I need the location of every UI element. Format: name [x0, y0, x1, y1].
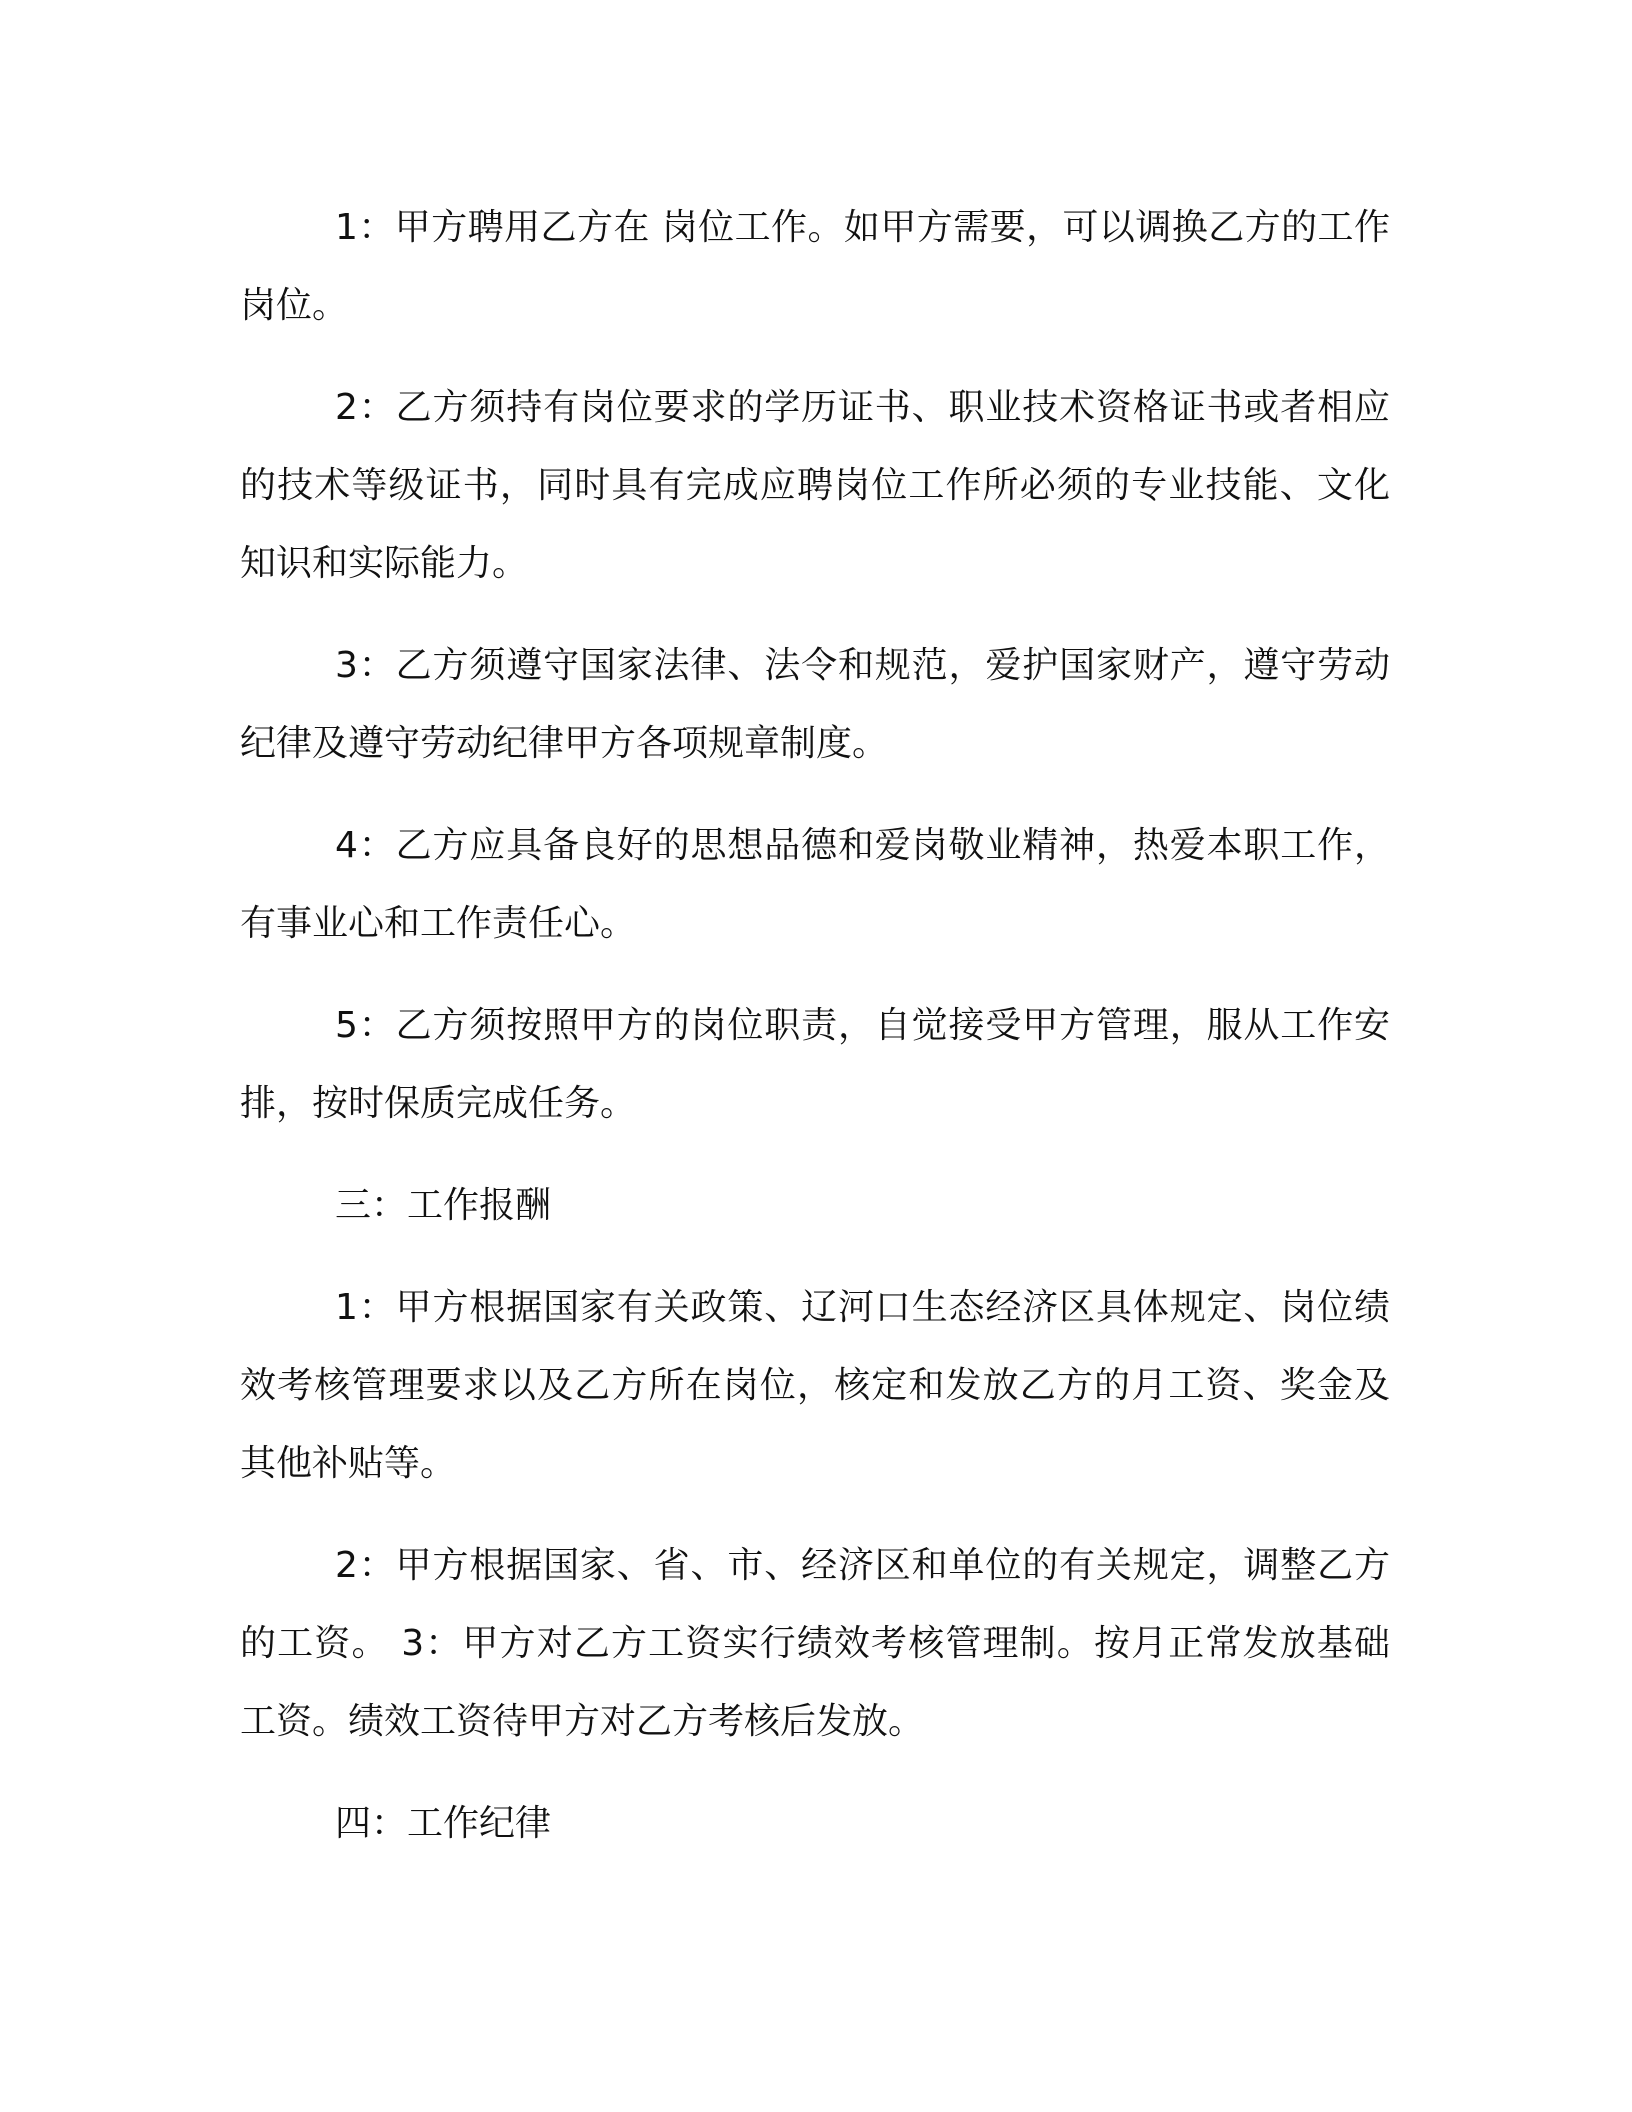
- clause-paragraph-4: 4：乙方应具备良好的思想品德和爱岗敬业精神，热爱本职工作，有事业心和工作责任心。: [240, 825, 1390, 944]
- section-heading-work-discipline: 四：工作纪律: [335, 1803, 552, 1844]
- document-body: [240, 189, 1390, 1887]
- clause-paragraph-5: 5：乙方须按照甲方的岗位职责，自觉接受甲方管理，服从工作安排，按时保质完成任务。: [240, 1005, 1390, 1124]
- section-heading-work-pay: 三：工作报酬: [335, 1185, 552, 1226]
- clause-paragraph-1: 1：甲方聘用乙方在 岗位工作。如甲方需要，可以调换乙方的工作岗位。: [240, 207, 1390, 326]
- pay-clause-paragraph-2-3: 2：甲方根据国家、省、市、经济区和单位的有关规定，调整乙方的工资。 3：甲方对乙方工资实行绩效考核管理制。按月正常发放基础工资。绩效工资待甲方对乙方考核后发放。: [240, 1545, 1390, 1742]
- clause-paragraph-3: 3：乙方须遵守国家法律、法令和规范，爱护国家财产，遵守劳动纪律及遵守劳动纪律甲方各项规章制度。: [240, 645, 1390, 764]
- clause-paragraph-2: 2：乙方须持有岗位要求的学历证书、职业技术资格证书或者相应的技术等级证书，同时具有完成应聘岗位工作所必须的专业技能、文化知识和实际能力。: [240, 387, 1390, 584]
- pay-clause-paragraph-1: 1：甲方根据国家有关政策、辽河口生态经济区具体规定、岗位绩效考核管理要求以及乙方所在岗位，核定和发放乙方的月工资、奖金及其他补贴等。: [240, 1287, 1390, 1484]
